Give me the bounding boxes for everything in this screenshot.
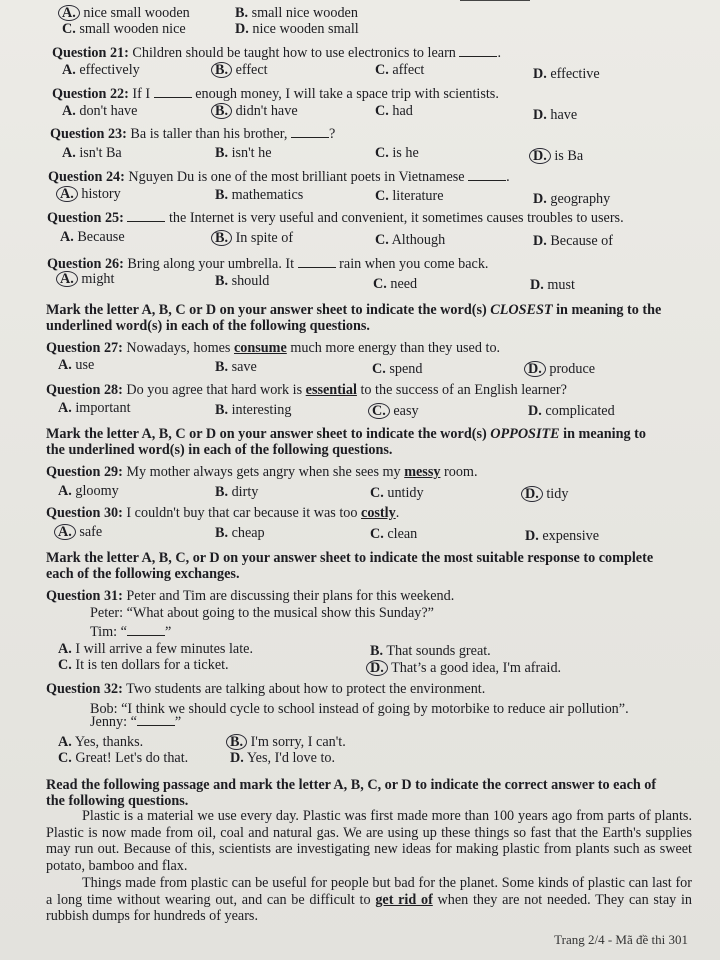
q27-option-c[interactable]: C. spend (372, 361, 423, 377)
underlined-get-rid-of: get rid of (375, 891, 433, 908)
q28-option-c[interactable]: C. easy (372, 403, 419, 420)
q25-option-d[interactable]: D. Because of (533, 233, 613, 249)
q30-option-b[interactable]: B. cheap (215, 525, 265, 541)
q21-option-c[interactable]: C. affect (375, 62, 425, 78)
question-27: Question 27: Nowadays, homes consume much more energy than they used to. (46, 340, 501, 356)
q24-option-a[interactable]: A. history (60, 186, 121, 203)
q29-option-d[interactable]: D. tidy (525, 486, 568, 503)
q24-option-d[interactable]: D. geography (533, 191, 611, 207)
q22-option-d[interactable]: D. have (533, 107, 578, 123)
q24-option-c[interactable]: C. literature (375, 188, 444, 204)
q32-option-b[interactable]: B. I'm sorry, I can't. (230, 734, 346, 751)
q25-option-b[interactable]: B. In spite of (215, 230, 293, 247)
q32-dialog-jenny: Jenny: “ ” (90, 714, 182, 730)
option-top-c[interactable]: C. small wooden nice (62, 21, 186, 37)
passage-paragraph-1: Plastic is a material we use every day. Plastic was first made more than 100 years ago from parts of plants. Plastic is now made from oil, coal and natural gas. We are using up these things so fast that the Earth's supplies may run out. Because of this, scientists are investigating new ideas for making plastic from plants such as sweet potato, bamboo and flax. (46, 808, 692, 874)
q29-option-c[interactable]: C. untidy (370, 485, 424, 501)
q22-option-c[interactable]: C. had (375, 103, 413, 119)
section-opposite-instruction: Mark the letter A, B, C or D on your answer sheet to indicate the word(s) OPPOSITE in meaning to the underlined word(s) in each of the following questions. (46, 426, 646, 458)
q27-option-b[interactable]: B. save (215, 359, 257, 375)
q31-dialog-peter: Peter: “What about going to the musical show this Sunday?” (90, 605, 434, 621)
q26-option-a[interactable]: A. might (60, 271, 114, 288)
q31-option-b[interactable]: B. That sounds great. (370, 643, 491, 659)
q29-option-a[interactable]: A. gloomy (58, 483, 119, 499)
question-23: Question 23: Ba is taller than his brother, ? (50, 126, 336, 142)
q32-option-d[interactable]: D. Yes, I'd love to. (230, 750, 336, 766)
top-rule (460, 0, 530, 1)
q32-option-a[interactable]: A. Yes, thanks. (58, 734, 144, 750)
q32-option-c[interactable]: C. Great! Let's do that. (58, 750, 189, 766)
q23-option-b[interactable]: B. isn't he (215, 145, 272, 161)
question-28: Question 28: Do you agree that hard work is essential to the success of an English learner? (46, 382, 567, 398)
q31-option-c[interactable]: C. It is ten dollars for a ticket. (58, 657, 229, 673)
q26-option-d[interactable]: D. must (530, 277, 575, 293)
q26-option-c[interactable]: C. need (373, 276, 418, 292)
q32-dialog-bob: Bob: “I think we should cycle to school instead of going by motorbike to reduce air pollution”. (90, 701, 629, 717)
q30-option-d[interactable]: D. expensive (525, 528, 600, 544)
q25-option-a[interactable]: A. Because (60, 229, 125, 245)
q31-dialog-tim: Tim: “ ” (90, 624, 172, 640)
q22-option-b[interactable]: B. didn't have (215, 103, 298, 120)
q23-option-d[interactable]: D. is Ba (533, 148, 583, 165)
q31-option-d[interactable]: D. That’s a good idea, I'm afraid. (370, 660, 561, 677)
section-closest-instruction: Mark the letter A, B, C or D on your answer sheet to indicate the word(s) CLOSEST in meaning to the underlined word(s) in each of the following questions. (46, 302, 662, 334)
q30-option-a[interactable]: A. safe (58, 524, 102, 541)
question-29: Question 29: My mother always gets angry when she sees my messy room. (46, 464, 478, 480)
q23-option-a[interactable]: A. isn't Ba (62, 145, 122, 161)
q27-option-a[interactable]: A. use (58, 357, 95, 373)
q21-option-d[interactable]: D. effective (533, 66, 600, 82)
q24-option-b[interactable]: B. mathematics (215, 187, 304, 203)
question-21: Question 21: Children should be taught how to use electronics to learn . (52, 45, 501, 61)
q22-option-a[interactable]: A. don't have (62, 103, 138, 119)
q27-option-d[interactable]: D. produce (528, 361, 595, 378)
section-response-instruction: Mark the letter A, B, C, or D on your answer sheet to indicate the most suitable response to complete each of the following exchanges. (46, 550, 654, 582)
q28-option-b[interactable]: B. interesting (215, 402, 292, 418)
q23-option-c[interactable]: C. is he (375, 145, 419, 161)
q31-option-a[interactable]: A. I will arrive a few minutes late. (58, 641, 254, 657)
section-passage-instruction: Read the following passage and mark the letter A, B, C, or D to indicate the correct answer to each of the following questions. (46, 777, 657, 809)
question-31: Question 31: Peter and Tim are discussing their plans for this weekend. (46, 588, 455, 604)
option-top-d[interactable]: D. nice wooden small (235, 21, 359, 37)
question-24: Question 24: Nguyen Du is one of the most brilliant poets in Vietnamese . (48, 169, 510, 185)
q28-option-d[interactable]: D. complicated (528, 403, 615, 419)
question-25: Question 25: the Internet is very useful and convenient, it sometimes causes troubles to users. (47, 210, 624, 226)
q25-option-c[interactable]: C. Although (375, 232, 446, 248)
question-22: Question 22: If I enough money, I will take a space trip with scientists. (52, 86, 499, 102)
question-32: Question 32: Two students are talking about how to protect the environment. (46, 681, 486, 697)
option-top-b[interactable]: B. small nice wooden (235, 5, 358, 21)
question-30: Question 30: I couldn't buy that car because it was too costly. (46, 505, 400, 521)
q21-option-b[interactable]: B. effect (215, 62, 268, 79)
q28-option-a[interactable]: A. important (58, 400, 131, 416)
q21-option-a[interactable]: A. effectively (62, 62, 140, 78)
page-footer: Trang 2/4 - Mã đề thi 301 (554, 932, 688, 947)
option-top-a[interactable]: A. nice small wooden (62, 5, 190, 22)
q30-option-c[interactable]: C. clean (370, 526, 418, 542)
q26-option-b[interactable]: B. should (215, 273, 270, 289)
question-26: Question 26: Bring along your umbrella. It rain when you come back. (47, 256, 489, 272)
q29-option-b[interactable]: B. dirty (215, 484, 259, 500)
passage-paragraph-2: Things made from plastic can be useful for people but bad for the planet. Some kinds of plastic can last for a long time without wearing out, and can be difficult to get rid of when they are not needed. They can stay in rubbish dumps for hundreds of years. (46, 875, 692, 924)
